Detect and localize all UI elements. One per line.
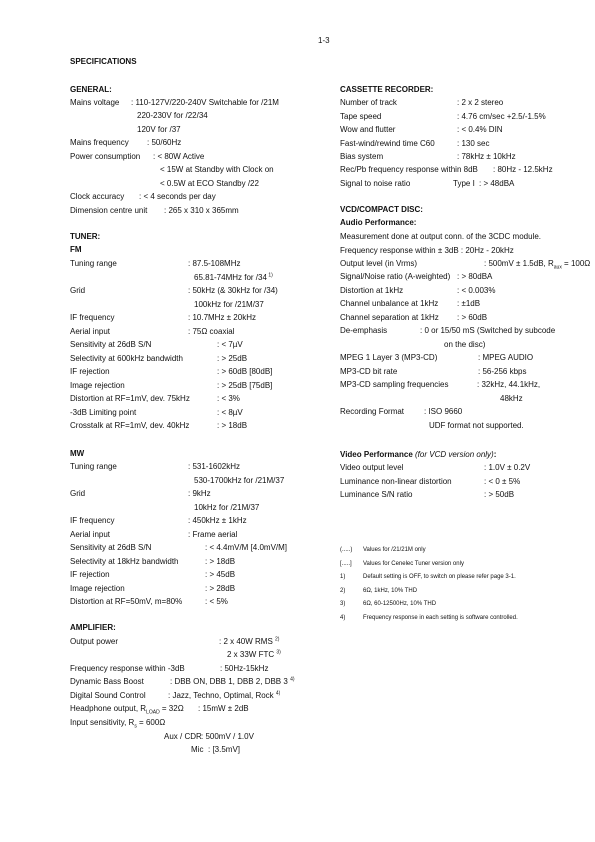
spec-value: : ISO 9660 bbox=[424, 407, 463, 416]
spec-value: : 78kHz ± 10kHz bbox=[457, 152, 516, 161]
spec-value: : > 18dB bbox=[205, 556, 236, 566]
spec-value: : 56-256 kbps bbox=[478, 366, 527, 376]
spec-value: 530-1700kHz for /21M/37 bbox=[194, 475, 285, 485]
spec-label: Mains frequency bbox=[70, 138, 129, 147]
spec-value: : 2 x 2 stereo bbox=[457, 98, 504, 107]
footnote-mark: 2) bbox=[340, 587, 346, 594]
spec-label: Crosstalk at RF=1mV, dev. 40kHz bbox=[70, 421, 190, 430]
spec-label: Image rejection bbox=[70, 380, 125, 390]
spec-label: Luminance S/N ratio bbox=[340, 490, 413, 499]
spec-value: : 500mV / 1.0V bbox=[201, 732, 254, 741]
spec-value: 2 x 33W FTC $^{3)}$ bbox=[227, 649, 281, 659]
mw-heading: MW bbox=[70, 449, 85, 458]
spec-value: : < 0 ± 5% bbox=[484, 476, 521, 486]
spec-value: : MPEG AUDIO bbox=[478, 353, 534, 362]
spec-value: : > 48dBA bbox=[479, 179, 515, 188]
spec-value: : 75Ω coaxial bbox=[188, 326, 235, 336]
spec-value: < 15W at Standby with Clock on bbox=[160, 165, 274, 174]
vcd-heading: VCD/COMPACT DISC: bbox=[340, 205, 423, 214]
spec-label: Distortion at 1kHz bbox=[340, 285, 404, 295]
spec-value: 48kHz bbox=[500, 394, 523, 403]
spec-label: Selectivity at 18kHz bandwidth bbox=[70, 556, 179, 566]
spec-label: Mic bbox=[191, 745, 204, 754]
spec-value: : < 5% bbox=[205, 597, 228, 606]
spec-label: Wow and flutter bbox=[340, 125, 396, 134]
spec-label: Type I bbox=[453, 179, 475, 188]
spec-label: Tape speed bbox=[340, 111, 382, 121]
spec-label: IF frequency bbox=[70, 313, 115, 322]
spec-value: : < 7µV bbox=[217, 340, 243, 349]
spec-value: : 531-1602kHz bbox=[188, 462, 241, 471]
spec-note: Frequency response within ± 3dB : 20Hz - 20kHz bbox=[340, 246, 514, 255]
spec-value: : 10.7MHz ± 20kHz bbox=[188, 313, 256, 322]
page-number: 1-3 bbox=[318, 36, 330, 45]
spec-value: : 15mW ± 2dB bbox=[198, 704, 249, 713]
spec-value: : DBB ON, DBB 1, DBB 2, DBB 3 $^{4)}$ bbox=[170, 676, 295, 686]
spec-label: Luminance non-linear distortion bbox=[340, 476, 452, 486]
spec-note: Measurement done at output conn. of the 3CDC module. bbox=[340, 232, 542, 241]
spec-value: : ±1dB bbox=[457, 299, 481, 308]
spec-value: : 500mV ± 1.5dB, $R_{aux} = 100\Omega$ bbox=[484, 259, 591, 271]
spec-label: Tuning range bbox=[70, 259, 117, 268]
spec-value: : > 18dB bbox=[217, 421, 248, 430]
spec-value: on the disc) bbox=[444, 340, 486, 349]
footnote-text: Default setting is OFF, to switch on please refer page 3-1. bbox=[363, 574, 516, 580]
spec-value: 120V for /37 bbox=[137, 125, 181, 134]
spec-label: IF rejection bbox=[70, 570, 110, 579]
spec-value: : < 4 seconds per day bbox=[139, 192, 216, 201]
spec-value: : 4.76 cm/sec +2.5/-1.5% bbox=[457, 111, 546, 121]
footnote-mark: [.....] bbox=[340, 560, 352, 567]
spec-label: Sensitivity at 26dB S/N bbox=[70, 543, 152, 552]
spec-value: : > 60dB bbox=[457, 312, 488, 322]
spec-value: : > 25dB [75dB] bbox=[217, 380, 273, 390]
page-title: SPECIFICATIONS bbox=[70, 57, 137, 66]
spec-value: : 130 sec bbox=[457, 138, 490, 148]
spec-value: : [3.5mV] bbox=[208, 745, 241, 754]
spec-label: Output level (in Vrms) bbox=[340, 259, 418, 268]
spec-label: Headphone output, $R_{LOAD} = 32\Omega$ bbox=[70, 704, 184, 716]
spec-label: Aux / CDR bbox=[164, 732, 202, 741]
spec-label: IF frequency bbox=[70, 516, 115, 525]
spec-value: 65.81-74MHz for /34 $^{1)}$ bbox=[194, 271, 273, 282]
spec-value: 100kHz for /21M/37 bbox=[194, 299, 264, 309]
spec-value: : > 60dB [80dB] bbox=[217, 367, 273, 376]
spec-label: Rec/Pb frequency response within 8dB bbox=[340, 165, 478, 174]
tuner-heading: TUNER: bbox=[70, 232, 101, 241]
spec-label: Digital Sound Control bbox=[70, 691, 146, 700]
spec-label: Signal/Noise ratio (A-weighted) bbox=[340, 272, 451, 281]
spec-value: : 50/60Hz bbox=[147, 138, 182, 147]
spec-label: Number of track bbox=[340, 98, 397, 107]
footnote-mark: (.....) bbox=[340, 547, 353, 553]
spec-label: Image rejection bbox=[70, 583, 125, 593]
spec-label: Power consumption bbox=[70, 152, 141, 161]
spec-value: : 1.0V ± 0.2V bbox=[484, 463, 531, 472]
spec-value: : > 25dB bbox=[217, 353, 248, 363]
spec-value: : 32kHz, 44.1kHz, bbox=[477, 380, 541, 389]
spec-value: : 9kHz bbox=[188, 489, 211, 498]
spec-value: UDF format not supported. bbox=[429, 421, 524, 430]
spec-value: : Frame aerial bbox=[188, 529, 238, 539]
spec-value: : 110-127V/220-240V Switchable for /21M bbox=[131, 98, 279, 107]
spec-label: Clock accuracy bbox=[70, 192, 125, 201]
spec-label: IF rejection bbox=[70, 367, 110, 376]
spec-value: : 265 x 310 x 365mm bbox=[164, 206, 239, 215]
spec-value: : < 8µV bbox=[217, 407, 243, 417]
footnote-mark: 3) bbox=[340, 601, 346, 607]
spec-label: Tuning range bbox=[70, 462, 117, 471]
spec-label: Selectivity at 600kHz bandwidth bbox=[70, 353, 183, 363]
spec-value: : 87.5-108MHz bbox=[188, 259, 241, 268]
spec-label: Grid bbox=[70, 286, 86, 295]
spec-label: Sensitivity at 26dB S/N bbox=[70, 340, 152, 349]
spec-label: Fast-wind/rewind time C60 bbox=[340, 138, 435, 148]
spec-label: -3dB Limiting point bbox=[70, 407, 137, 417]
spec-value: : < 3% bbox=[217, 394, 240, 403]
footnote-mark: 1) bbox=[340, 574, 346, 580]
footnote-text: Frequency response in each setting is software controlled. bbox=[363, 614, 518, 621]
spec-value: : < 4.4mV/M [4.0mV/M] bbox=[205, 543, 288, 552]
spec-label: Signal to noise ratio bbox=[340, 179, 411, 188]
audio-performance-heading: Audio Performance: bbox=[340, 218, 417, 227]
spec-value: : < 80W Active bbox=[153, 152, 205, 161]
footnote-text: Values for /21/21M only bbox=[363, 547, 426, 553]
spec-value: : 80Hz - 12.5kHz bbox=[493, 165, 553, 174]
cassette-heading: CASSETTE RECORDER: bbox=[340, 85, 434, 94]
spec-label: Bias system bbox=[340, 152, 384, 161]
spec-value: : 0 or 15/50 mS (Switched by subcode bbox=[420, 326, 556, 335]
spec-label: De-emphasis bbox=[340, 326, 388, 335]
spec-label: Video output level bbox=[340, 463, 404, 472]
spec-value: : > 80dBA bbox=[457, 272, 493, 281]
spec-label: Frequency response within -3dB bbox=[70, 664, 185, 673]
spec-label: Output power bbox=[70, 637, 119, 646]
spec-value: : < 0.003% bbox=[457, 285, 496, 295]
footnote-text: Values for Cenelec Tuner version only bbox=[363, 560, 464, 567]
spec-label: MP3-CD bit rate bbox=[340, 366, 398, 376]
video-performance-heading: Video Performance (for VCD version only): bbox=[340, 450, 497, 459]
spec-label: Aerial input bbox=[70, 326, 111, 336]
spec-label: Mains voltage bbox=[70, 98, 120, 107]
spec-value: : 50Hz-15kHz bbox=[220, 664, 269, 673]
spec-value: : > 45dB bbox=[205, 570, 236, 579]
spec-label: Recording Format bbox=[340, 407, 405, 416]
spec-label: Channel unbalance at 1kHz bbox=[340, 299, 439, 308]
spec-label: Dynamic Bass Boost bbox=[70, 677, 144, 686]
spec-label: MP3-CD sampling frequencies bbox=[340, 380, 449, 389]
spec-value: : 2 x 40W RMS $^{2)}$ bbox=[219, 636, 280, 646]
spec-label: Dimension centre unit bbox=[70, 206, 148, 215]
spec-label: Input sensitivity, $R_s = 600\Omega$ bbox=[70, 718, 166, 730]
spec-value: : > 28dB bbox=[205, 583, 236, 593]
spec-label: Distortion at RF=50mV, m=80% bbox=[70, 597, 183, 606]
amplifier-heading: AMPLIFIER: bbox=[70, 623, 116, 632]
spec-value: 220-230V for /22/34 bbox=[137, 111, 208, 120]
spec-label: Distortion at RF=1mV, dev. 75kHz bbox=[70, 394, 190, 403]
footnote-text: 6Ω, 60-12500Hz, 10% THD bbox=[363, 601, 437, 607]
general-heading: GENERAL: bbox=[70, 85, 112, 94]
footnote-text: 6Ω, 1kHz, 10% THD bbox=[363, 587, 418, 594]
spec-value: 10kHz for /21M/37 bbox=[194, 502, 260, 512]
spec-value: : Jazz, Techno, Optimal, Rock $^{4)}$ bbox=[168, 690, 281, 700]
spec-value: < 0.5W at ECO Standby /22 bbox=[160, 179, 259, 188]
spec-value: : > 50dB bbox=[484, 490, 515, 499]
spec-value: : 450kHz ± 1kHz bbox=[188, 516, 247, 525]
spec-value: : < 0.4% DIN bbox=[457, 125, 503, 134]
spec-label: Aerial input bbox=[70, 529, 111, 539]
spec-label: MPEG 1 Layer 3 (MP3-CD) bbox=[340, 353, 438, 362]
spec-label: Channel separation at 1kHz bbox=[340, 312, 439, 322]
footnote-mark: 4) bbox=[340, 614, 346, 621]
spec-label: Grid bbox=[70, 489, 86, 498]
spec-value: : 50kHz (& 30kHz for /34) bbox=[188, 286, 278, 295]
fm-heading: FM bbox=[70, 245, 82, 254]
